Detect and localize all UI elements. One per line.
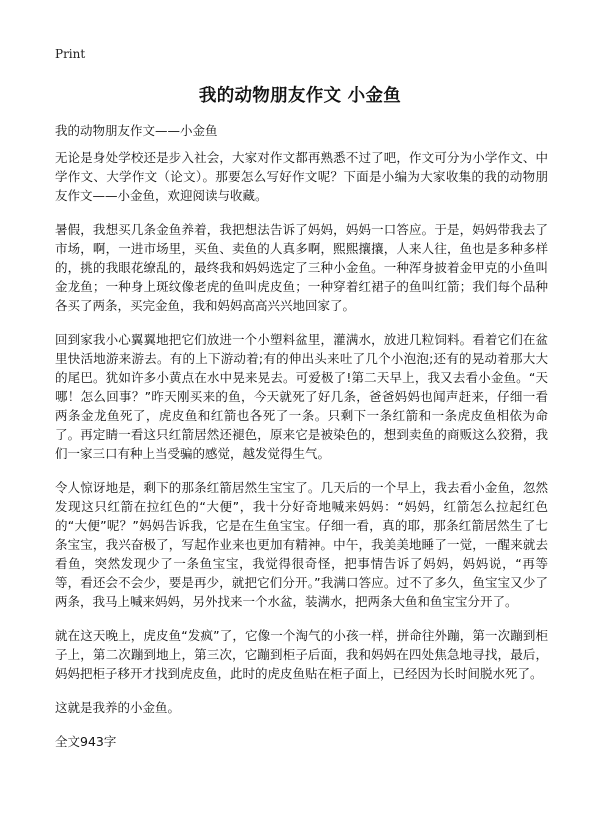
article-subtitle: 我的动物朋友作文——小金鱼 bbox=[55, 123, 218, 138]
article-body bbox=[55, 148, 548, 750]
page-title: 我的动物朋友作文 小金鱼 bbox=[198, 86, 402, 106]
paragraph-babies: 令人惊讶地是，剩下的那条红箭居然生宝宝了。几天后的一个早上，我去看小金鱼，忽然发现这只红箭在拉红色的“大便”，我十分好奇地喊来妈妈：“妈妈，红箭怎么拉起红色的“大便”呢？”妈妈告诉我，它是在生鱼宝宝。仔细一看，真的耶，那条红箭居然生了七条宝宝，我兴奋极了，写起作业来也更加有精神。中午，我美美地睡了一觉，一醒来就去看鱼，突然发现少了一条鱼宝宝，我觉得很奇怪，把事情告诉了妈妈，妈妈说，“再等等，看还会不会少，要是再少，就把它们分开。”我满口答应。过不了多久，鱼宝宝又少了两条，我马上喊来妈妈，另外找来一个水盆，装满水，把两条大鱼和鱼宝宝分开了。 bbox=[55, 480, 548, 609]
paragraph-closing: 这就是我养的小金鱼。 bbox=[55, 700, 181, 715]
print-link[interactable]: Print bbox=[55, 47, 86, 61]
word-count: 全文943字 bbox=[55, 734, 117, 749]
paragraph-home: 回到家我小心翼翼地把它们放进一个小塑料盆里，灌满水，放进几粒饲料。看着它们在盆里快活地游来游去。有的上下游动着;有的伸出头来吐了几个小泡泡;还有的晃动着那大大的尾巴。犹如许多小黄点在水中晃来晃去。可爱极了!第二天早上，我又去看小金鱼。“天哪！怎么回事？”昨天刚买来的鱼，今天就死了好几条，爸爸妈妈也闻声赶来，仔细一看两条金龙鱼死了，虎皮鱼和红箭也各死了一条。只剩下一条红箭和一条虎皮鱼相依为命了。再定睛一看这只红箭居然还褪色，原来它是被染色的，想到卖鱼的商贩这么狡猾，我们一家三口有种上当受骗的感觉，越发觉得生气。 bbox=[55, 332, 548, 461]
paragraph-tiger-fish: 就在这天晚上，虎皮鱼“发疯”了，它像一个淘气的小孩一样，拼命往外蹦，第一次蹦到柜子上，第二次蹦到地上，第三次，它蹦到柜子后面，我和妈妈在四处焦急地寻找，最后，妈妈把柜子移开才找到虎皮鱼，此时的虎皮鱼贴在柜子面上，已经因为长时间脱水死了。 bbox=[55, 628, 548, 681]
paragraph-market: 暑假，我想买几条金鱼养着，我把想法告诉了妈妈，妈妈一口答应。于是，妈妈带我去了市场，啊，一进市场里，买鱼、卖鱼的人真多啊，熙熙攘攘，人来人往，鱼也是多种多样的，挑的我眼花缭乱的，最终我和妈妈选定了三种小金鱼。一种浑身披着金甲克的小鱼叫金龙鱼；一种身上斑纹像老虎的鱼叫虎皮鱼；一种穿着红裙子的鱼叫红箭；我们每个品种各买了两条，买完金鱼，我和妈妈高高兴兴地回家了。 bbox=[55, 222, 548, 313]
paragraph-intro: 无论是身处学校还是步入社会，大家对作文都再熟悉不过了吧，作文可分为小学作文、中学作文、大学作文（论文）。那要怎么写好作文呢？下面是小编为大家收集的我的动物朋友作文——小金鱼，欢迎阅读与收藏。 bbox=[55, 150, 548, 203]
